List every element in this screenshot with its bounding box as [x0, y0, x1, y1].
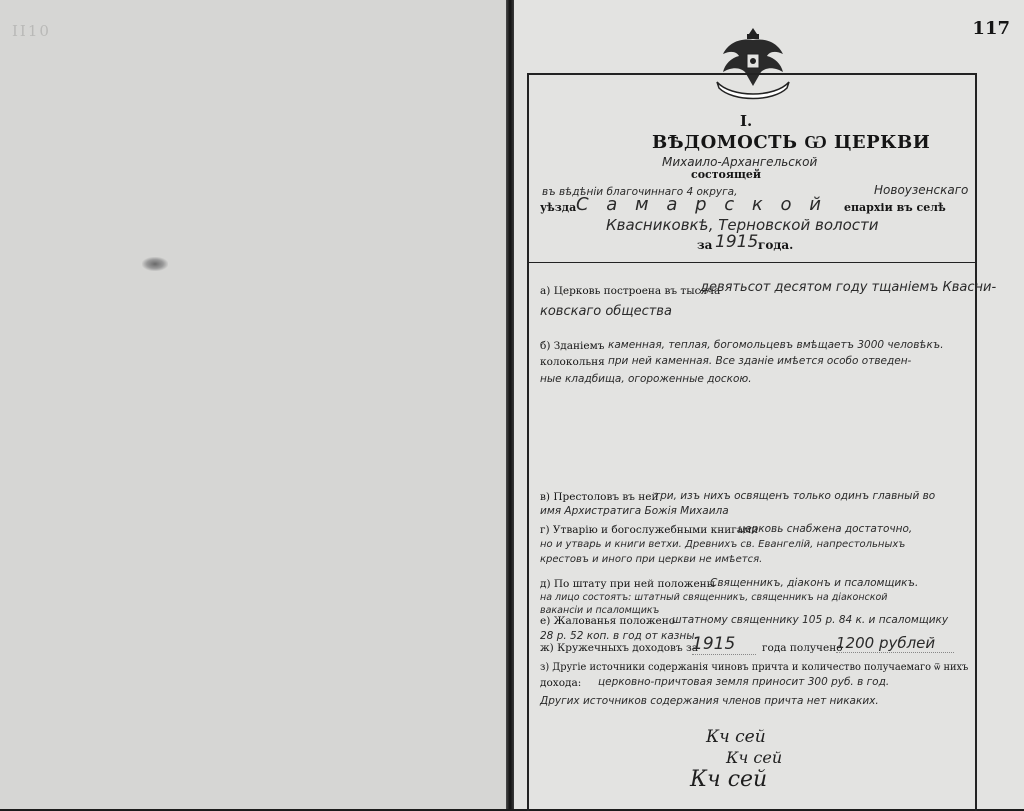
section-numeral: I.	[740, 112, 753, 130]
deanery-handwritten: въ вѣдѣніи благочиннаго 4 округа,	[542, 186, 738, 198]
section-z-label2: дохода:	[540, 677, 582, 689]
section-zh-mid: года получено	[762, 642, 843, 654]
left-page-mark: II10	[12, 22, 51, 40]
section-e-text2: 28 р. 52 коп. в год от казны.	[540, 630, 698, 642]
year-label: за	[697, 238, 713, 252]
section-g-text3: крестовъ и иного при церкви не имѣется.	[540, 554, 763, 565]
section-z-text2: Других источников содержания членов причта нет никаких.	[540, 695, 879, 707]
eparchy-label: епархіи въ селѣ	[844, 201, 946, 214]
section-d-label: д) По штату при ней положены	[540, 578, 716, 590]
signature-2: Кч сей	[726, 748, 783, 767]
section-a-text2: ковскаго общества	[540, 304, 672, 319]
section-a-text: девятьсот десятом году тщаніемъ Квасни-	[700, 280, 997, 295]
signature-1: Кч сей	[706, 727, 766, 747]
section-a-label: а) Церковь построена въ тысяча	[540, 285, 721, 297]
section-v-label: в) Престоловъ въ ней	[540, 491, 659, 503]
church-name-handwritten: Михаило-Архангельской	[662, 155, 818, 169]
year-handwritten: 1915	[715, 232, 759, 252]
section-d-text: Священникъ, діаконъ и псаломщикъ.	[710, 577, 919, 589]
section-g-text: церковь снабжена достаточно,	[738, 523, 913, 535]
section-z-text: церковно-причтовая земля приносит 300 руб. в год.	[598, 676, 890, 688]
section-b-label: б) Зданіемъ	[540, 340, 605, 352]
right-page	[514, 0, 1024, 809]
left-page	[0, 0, 508, 809]
village-handwritten: Квасниковкѣ, Терновской волости	[606, 216, 879, 234]
uyezd-handwritten: Новоузенскаго	[874, 183, 969, 197]
section-zh-year: 1915	[692, 634, 756, 655]
header-divider	[527, 262, 975, 263]
section-g-text2: но и утварь и книги ветхи. Древнихъ св. Евангелій, напрестольныхъ	[540, 539, 906, 550]
ink-smudge	[142, 257, 168, 271]
section-e-text: штатному священнику 105 р. 84 к. и псаломщику	[672, 614, 949, 626]
section-b-label2: колокольня	[540, 356, 605, 368]
page-number: 117	[972, 18, 1010, 39]
section-z-label: з) Другіе источники содержанія чиновъ причта и количество получаемаго ѿ нихъ	[540, 662, 969, 673]
book-gutter	[506, 0, 514, 809]
section-zh-amount: 1200 рублей	[836, 634, 954, 653]
section-g-label: г) Утварію и богослужебными книгами	[540, 524, 759, 536]
section-d-text2: на лицо состоятъ: штатный священникъ, священникъ на діаконской	[540, 592, 888, 603]
section-v-text2: имя Архистратига Божія Михаила	[540, 505, 729, 517]
section-d-text3: вакансіи и псаломщикъ	[540, 605, 660, 616]
section-zh-label: ж) Кружечныхъ доходовъ за	[540, 642, 698, 654]
section-v-text: три, изъ нихъ освященъ только одинъ главный во	[654, 490, 936, 502]
section-e-label: е) Жалованья положено	[540, 615, 676, 627]
section-b-text2: при ней каменная. Все зданіе имѣется особо отведен-	[608, 355, 912, 367]
consisting-label: состоящей	[691, 168, 762, 181]
signature-3: Кч сей	[690, 767, 768, 792]
document-title: ВѢДОМОСТЬ Ѡ ЦЕРКВИ	[652, 132, 931, 153]
section-b-text: каменная, теплая, богомольцевъ вмѣщаетъ 3000 человѣкъ.	[608, 339, 944, 351]
uyezd-label: уѣзда	[540, 201, 577, 214]
year-suffix: года.	[758, 238, 794, 252]
eparchy-handwritten: С а м а р с к о й	[576, 194, 827, 215]
section-b-text3: ные кладбища, огороженные доскою.	[540, 373, 752, 385]
